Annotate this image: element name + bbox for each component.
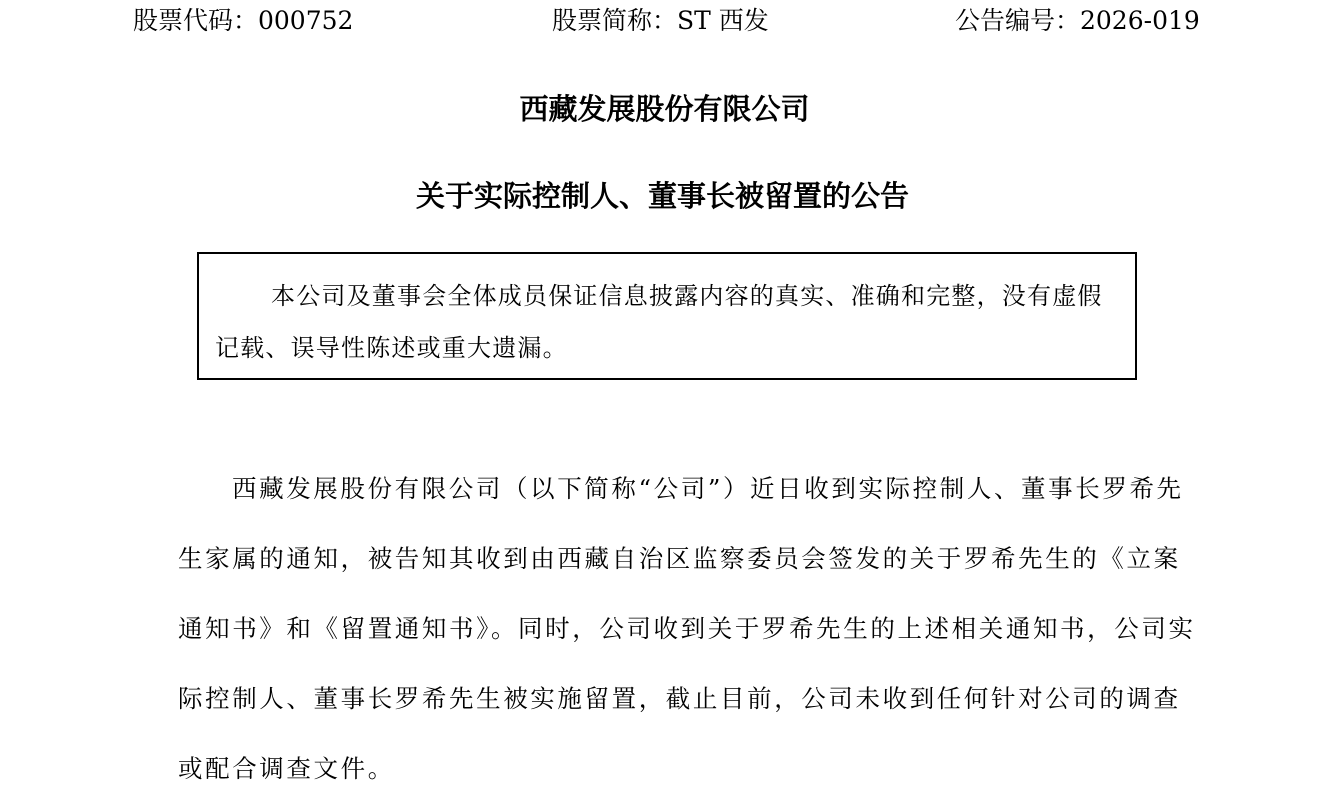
body-paragraph: 西藏发展股份有限公司（以下简称“公司”）近日收到实际控制人、董事长罗希先生家属的通知，被告知其收到由西藏自治区监察委员会签发的关于罗希先生的《立案通知书》和《留置通知书》。同时，公司收到关于罗希先生的上述相关通知书，公司实际控制人、董事长罗希先生被实施留置，截止目前，公司未收到任何针对公司的调查或配合调查文件。 bbox=[178, 474, 1196, 783]
notice-number: 公告编号：2026-019 bbox=[955, 6, 1200, 35]
statement-box bbox=[197, 252, 1137, 380]
notice-title: 关于实际控制人、董事长被留置的公告 bbox=[415, 179, 909, 213]
statement-text: 本公司及董事会全体成员保证信息披露内容的真实、准确和完整，没有虚假记载、误导性陈述或重大遗漏。 bbox=[215, 282, 1103, 362]
stock-abbreviation: 股票简称：ST 西发 bbox=[552, 6, 769, 35]
stock-code: 股票代码：000752 bbox=[133, 6, 354, 35]
company-title: 西藏发展股份有限公司 bbox=[519, 92, 810, 126]
